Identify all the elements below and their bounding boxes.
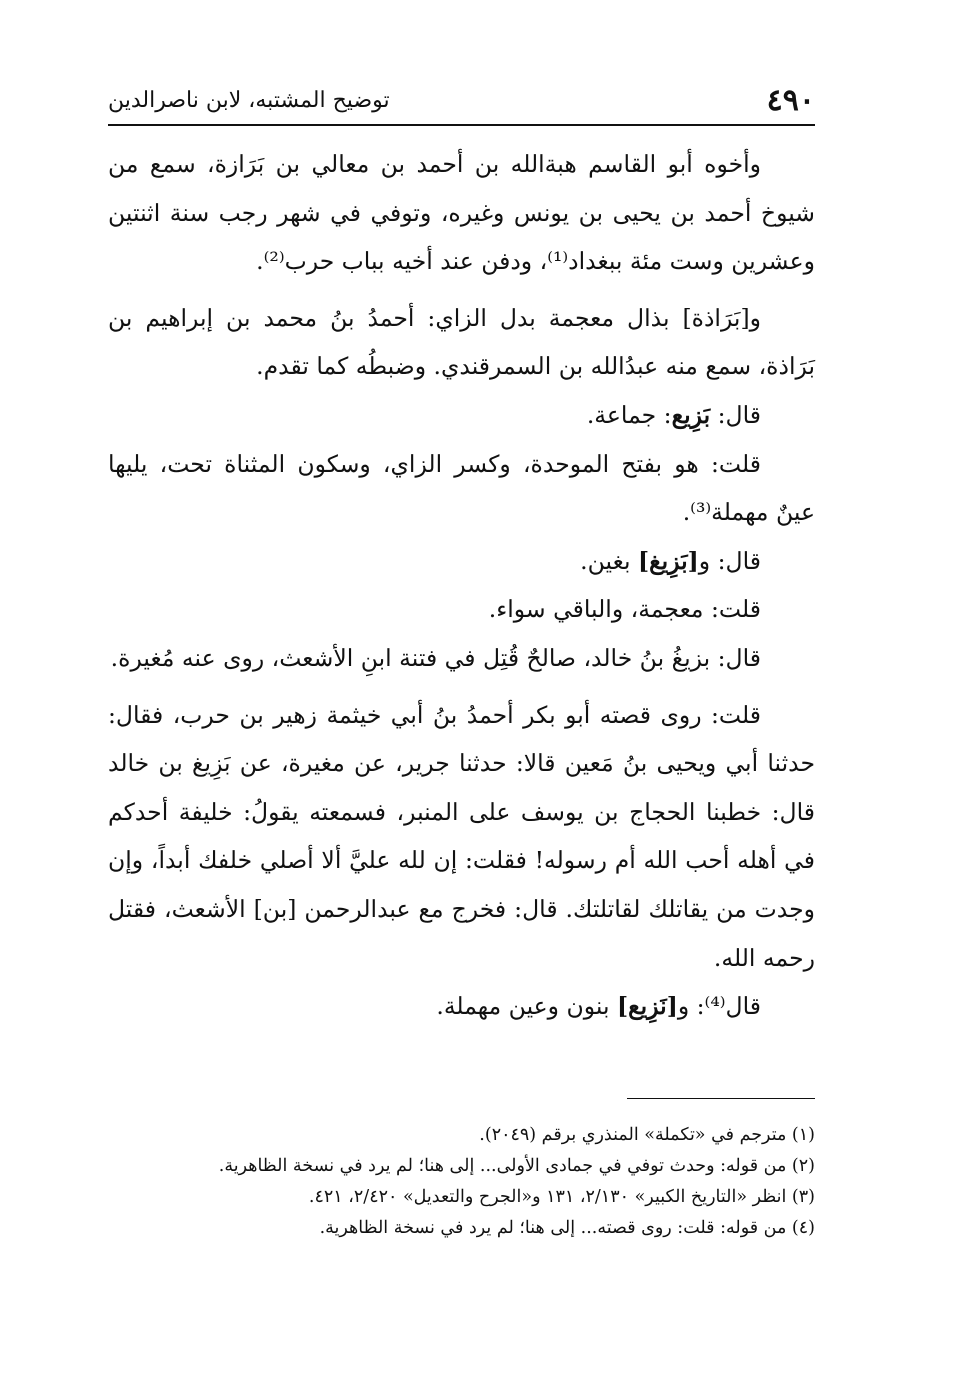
paragraph-3-rest: : جماعة. [586,400,672,429]
paragraph-5-lead: قال: و [698,546,761,575]
paragraph-9 [108,982,815,1031]
footnote-3: (٣) انظر «التاريخ الكبير» ٢/١٣٠، ١٣١ و«الجرح والتعديل» ٢/٤٢٠، ٤٢١. [308,1187,815,1207]
paragraph-3 [108,391,815,440]
paragraph-5 [108,537,815,586]
paragraph-9-rest: بنون وعين مهملة. [436,992,618,1021]
paragraph-2: و[بَرَاذة] بذال معجمة بدل الزاي: أحمدُ بنُ محمد بن إبراهيم بن بَرَاذة، سمع منه عبدُالله بن السمرقندي. وضبطُه كما تقدم. [108,303,815,381]
paragraph-8: قلت: روى قصته أبو بكر أحمدُ بنُ أبي خيثمة زهير بن حرب، فقال: حدثنا أبي ويحيى بنُ مَعين قالا: حدثنا جرير، عن مغيرة، عن بَزِيغ بن خالد قال: خطبنا الحجاج بن يوسف على المنبر، فسمعته يقولُ: خليفة أحدكم في أهله أحب الله أم رسوله! فقلت: إن لله عليَّ ألا أصلي خلفك أبداً، وإن وجدت من يقاتلك لقاتلتك. قال: فخرج مع عبدالرحمن [بن] الأشعث، فقتل رحمه الله. [108,700,815,972]
headword-naziʿ: [نَزِيع] [617,992,678,1021]
footnote-rule [627,1098,815,1099]
page-number: ٤٩٠ [766,83,815,118]
paragraph-4: قلت: هو بفتح الموحدة، وكسر الزاي، وسكون المثناة تحت، يليها عينٌ مهملة⁽³⁾. [108,449,815,527]
paragraph-7: قال: بزيغُ بنُ خالد، صالحٌ قُتِل في فتنة ابنِ الأشعث، روى عنه مُغيرة. [110,643,761,672]
main-text [108,140,815,1031]
paragraph-1: وأخوه أبو القاسم هبةالله بن أحمد بن معالي بن بَرَازة، سمع من شيوخ أحمد بن يحيى بن يونس وغيره، وتوفي في شهر رجب سنة اثنتين وعشرين وست مئة ببغداد⁽¹⁾، ودفن عند أخيه بباب حرب⁽²⁾. [108,150,815,276]
headword-bazigh: [بَزِيغ] [637,546,699,575]
paragraph-3-lead: قال: [710,400,761,429]
footnote-1: (١) مترجم في «تكملة» المنذري برقم (٢٠٤٩). [479,1125,815,1145]
paragraph-9-lead: قال⁽⁴⁾: و [677,992,761,1021]
footnote-4: (٤) من قوله: قلت: روى قصته... إلى هنا؛ لم يرد في نسخة الظاهرية. [319,1218,815,1238]
footnotes [108,1120,815,1244]
header-rule [108,124,815,126]
footnote-2: (٢) من قوله: وحدث توفي في جمادى الأولى... إلى هنا؛ لم يرد في نسخة الظاهرية. [218,1156,815,1176]
running-title: توضيح المشتبه، لابن ناصرالدين [108,88,390,113]
running-head [108,82,815,122]
headword-baziʿ: بَزِيع [671,400,711,429]
paragraph-6: قلت: معجمة، والباقي سواء. [488,595,761,624]
paragraph-5-rest: بغين. [580,546,638,575]
